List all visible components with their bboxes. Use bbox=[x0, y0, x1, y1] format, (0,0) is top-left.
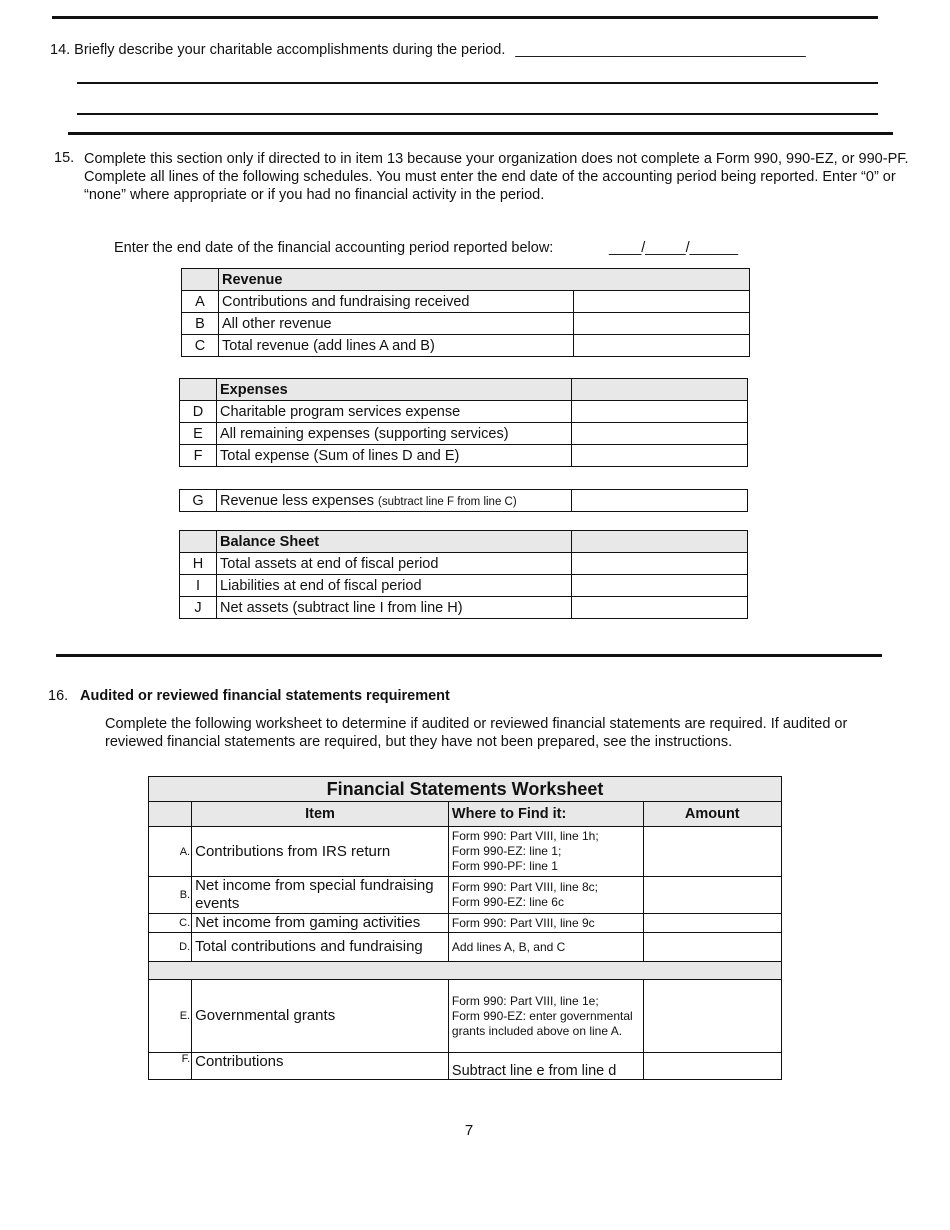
line-letter: J bbox=[180, 597, 217, 619]
row-item: Net income from special fundraising events bbox=[192, 877, 449, 914]
where-line: Form 990: Part VIII, line 8c; bbox=[451, 880, 598, 894]
line-letter: G bbox=[180, 490, 217, 512]
row-where bbox=[448, 933, 643, 962]
table-row bbox=[180, 423, 748, 445]
line-letter: D bbox=[180, 401, 217, 423]
line-label: All remaining expenses (supporting services) bbox=[217, 423, 572, 445]
column-header-amount: Amount bbox=[643, 802, 781, 827]
where-line: Form 990: Part VIII, line 9c bbox=[451, 915, 595, 930]
balance-header-blank bbox=[180, 531, 217, 553]
revenue-table bbox=[181, 268, 750, 357]
question-16-number: 16. bbox=[48, 688, 69, 704]
worksheet-header-row bbox=[149, 802, 782, 827]
where-line: Form 990-PF: line 1 bbox=[451, 859, 558, 873]
table-row bbox=[149, 877, 782, 914]
table-row bbox=[182, 313, 750, 335]
line-letter: C bbox=[182, 335, 219, 357]
worksheet-amount-b[interactable] bbox=[643, 877, 781, 914]
row-where bbox=[448, 827, 643, 877]
where-line: Form 990-EZ: enter governmental bbox=[451, 1008, 633, 1023]
line-letter: H bbox=[180, 553, 217, 575]
question-14 bbox=[50, 42, 806, 58]
where-line: Form 990: Part VIII, line 1h; bbox=[451, 829, 599, 843]
where-line: Form 990-EZ: line 1; bbox=[451, 844, 562, 858]
table-row bbox=[180, 445, 748, 467]
column-header-where: Where to Find it: bbox=[448, 802, 643, 827]
balance-header-row bbox=[180, 531, 748, 553]
row-item: Contributions from IRS return bbox=[192, 827, 449, 877]
financial-statements-worksheet bbox=[148, 776, 782, 1080]
row-item: Net income from gaming activities bbox=[192, 914, 449, 933]
line-j-amount[interactable] bbox=[572, 597, 748, 619]
row-letter: B. bbox=[149, 877, 192, 914]
where-line: grants included above on line A. bbox=[451, 1023, 623, 1038]
expenses-table bbox=[179, 378, 748, 467]
question-15-text: Complete this section only if directed to in item 13 because your organization does not complete a Form 990, 990-EZ, or 990-PF. Complete all lines of the following schedules. You must enter the end date of the accounting period being reported. Enter “0” or “none” where appropriate or if you had no financial activity in the period. bbox=[84, 151, 909, 203]
table-row bbox=[180, 553, 748, 575]
where-line: Form 990: Part VIII, line 1e; bbox=[451, 993, 599, 1008]
table-row bbox=[180, 597, 748, 619]
table-row bbox=[149, 933, 782, 962]
balance-header-amount-blank bbox=[572, 531, 748, 553]
row-letter: F. bbox=[149, 1053, 192, 1080]
worksheet-amount-a[interactable] bbox=[643, 827, 781, 877]
line-label: Total assets at end of fiscal period bbox=[217, 553, 572, 575]
worksheet-title-row bbox=[149, 777, 782, 802]
table-row bbox=[180, 575, 748, 597]
answer-line-2[interactable] bbox=[77, 113, 878, 115]
worksheet-header-blank bbox=[149, 802, 192, 827]
table-row bbox=[180, 401, 748, 423]
row-letter: E. bbox=[149, 980, 192, 1053]
worksheet-amount-e[interactable] bbox=[643, 980, 781, 1053]
row-letter: A. bbox=[149, 827, 192, 877]
revenue-header-blank bbox=[182, 269, 219, 291]
revenue-header: Revenue bbox=[219, 269, 750, 291]
table-row bbox=[149, 1053, 782, 1080]
balance-sheet-table bbox=[179, 530, 748, 619]
worksheet-amount-d[interactable] bbox=[643, 933, 781, 962]
table-row bbox=[182, 291, 750, 313]
expenses-header: Expenses bbox=[217, 379, 572, 401]
table-row bbox=[149, 914, 782, 933]
line-h-amount[interactable] bbox=[572, 553, 748, 575]
answer-line-1[interactable] bbox=[77, 82, 878, 84]
row-where bbox=[448, 914, 643, 933]
line-letter: I bbox=[180, 575, 217, 597]
line-f-amount[interactable] bbox=[572, 445, 748, 467]
row-item: Contributions bbox=[192, 1053, 449, 1080]
row-letter: C. bbox=[149, 914, 192, 933]
row-item: Total contributions and fundraising bbox=[192, 933, 449, 962]
section-divider bbox=[68, 132, 893, 135]
line-label: Liabilities at end of fiscal period bbox=[217, 575, 572, 597]
table-row bbox=[149, 827, 782, 877]
question-14-blank[interactable]: ____________________________________ bbox=[515, 42, 806, 58]
worksheet-amount-f[interactable] bbox=[643, 1053, 781, 1080]
line-b-amount[interactable] bbox=[574, 313, 750, 335]
line-i-amount[interactable] bbox=[572, 575, 748, 597]
line-letter: E bbox=[180, 423, 217, 445]
expenses-header-blank bbox=[180, 379, 217, 401]
end-date-label: Enter the end date of the financial accounting period reported below: bbox=[114, 240, 554, 256]
row-letter: D. bbox=[149, 933, 192, 962]
table-row bbox=[180, 490, 748, 512]
line-label: Total expense (Sum of lines D and E) bbox=[217, 445, 572, 467]
row-where bbox=[448, 1053, 643, 1080]
row-item: Governmental grants bbox=[192, 980, 449, 1053]
line-g-label: Revenue less expenses bbox=[220, 492, 374, 509]
line-label: Charitable program services expense bbox=[217, 401, 572, 423]
line-g-note: (subtract line F from line C) bbox=[378, 495, 517, 508]
where-line: Subtract line e from line d bbox=[451, 1063, 617, 1079]
row-where bbox=[448, 980, 643, 1053]
worksheet-spacer-row bbox=[149, 962, 782, 980]
line-label: Net assets (subtract line I from line H) bbox=[217, 597, 572, 619]
line-label bbox=[217, 490, 572, 512]
line-a-amount[interactable] bbox=[574, 291, 750, 313]
page-number: 7 bbox=[464, 1122, 474, 1139]
question-16-title: Audited or reviewed financial statements requirement bbox=[80, 688, 450, 704]
column-header-item: Item bbox=[192, 802, 449, 827]
worksheet-spacer bbox=[149, 962, 782, 980]
line-label: Total revenue (add lines A and B) bbox=[219, 335, 574, 357]
table-row bbox=[149, 980, 782, 1053]
expenses-header-amount-blank bbox=[572, 379, 748, 401]
question-16-text: Complete the following worksheet to determine if audited or reviewed financial statements are required. If audited or reviewed financial statements are required, but they have not been prepared, see the instructions. bbox=[105, 716, 848, 750]
row-where bbox=[448, 877, 643, 914]
question-14-text: 14. Briefly describe your charitable accomplishments during the period. bbox=[50, 42, 506, 58]
expenses-header-row bbox=[180, 379, 748, 401]
table-row bbox=[182, 335, 750, 357]
line-d-amount[interactable] bbox=[572, 401, 748, 423]
end-date-field[interactable]: ____/_____/______ bbox=[609, 240, 739, 256]
where-line: Form 990-EZ: line 6c bbox=[451, 895, 564, 909]
line-c-amount[interactable] bbox=[574, 335, 750, 357]
line-e-amount[interactable] bbox=[572, 423, 748, 445]
line-label: All other revenue bbox=[219, 313, 574, 335]
line-letter: A bbox=[182, 291, 219, 313]
revenue-header-row bbox=[182, 269, 750, 291]
section-divider bbox=[56, 654, 882, 657]
top-rule bbox=[52, 16, 878, 19]
question-15-number: 15. bbox=[54, 150, 75, 166]
worksheet-title: Financial Statements Worksheet bbox=[149, 777, 782, 802]
line-g-table bbox=[179, 489, 748, 512]
worksheet-amount-c[interactable] bbox=[643, 914, 781, 933]
line-g-amount[interactable] bbox=[572, 490, 748, 512]
line-letter: B bbox=[182, 313, 219, 335]
where-line: Add lines A, B, and C bbox=[451, 939, 566, 954]
line-letter: F bbox=[180, 445, 217, 467]
line-label: Contributions and fundraising received bbox=[219, 291, 574, 313]
balance-header: Balance Sheet bbox=[217, 531, 572, 553]
